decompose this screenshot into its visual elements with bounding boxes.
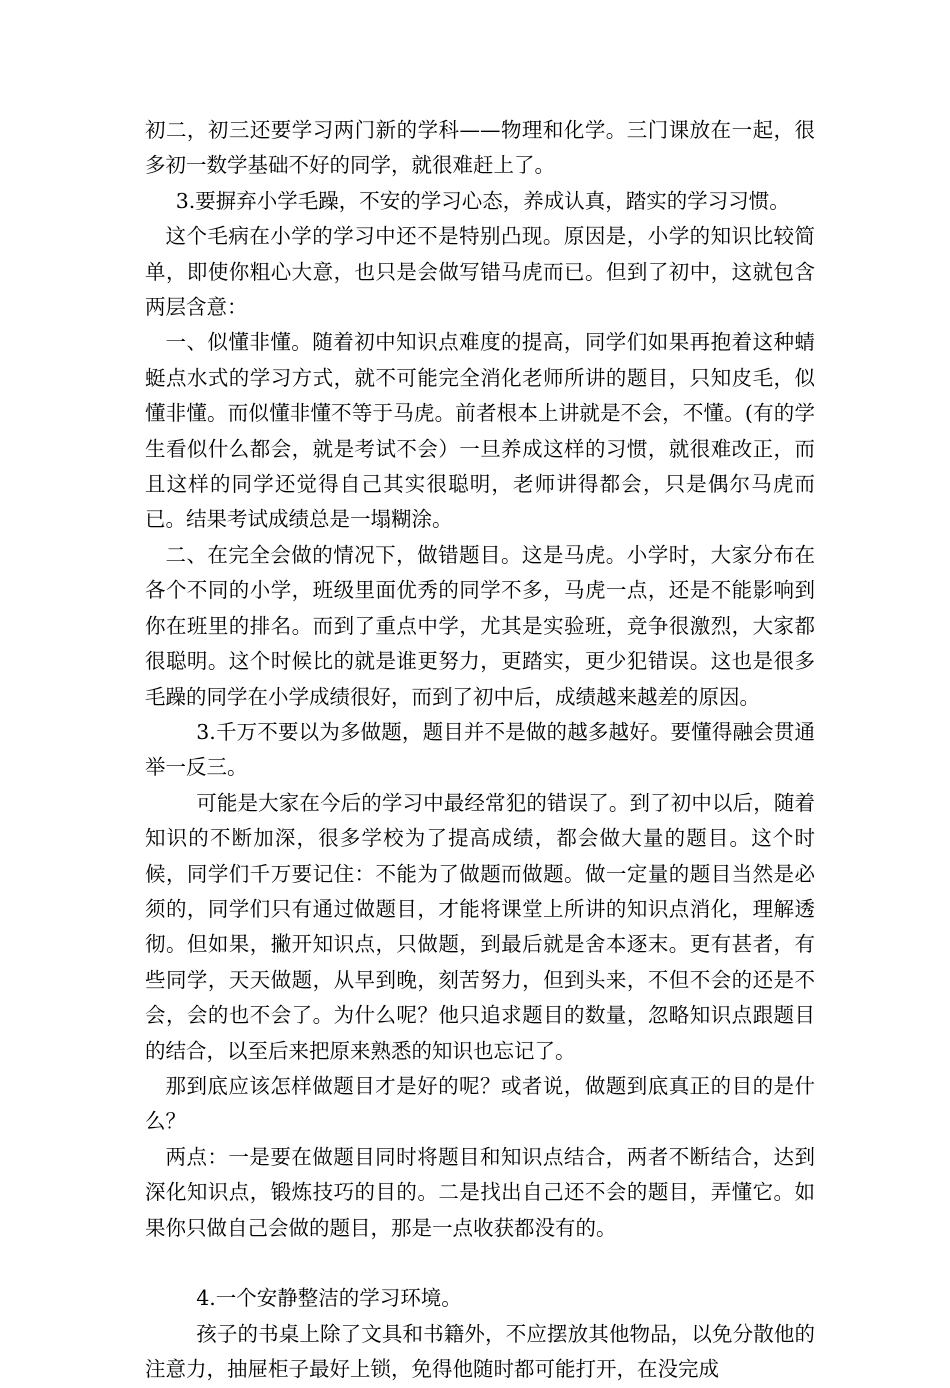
paragraph-exercise-mistakes: 可能是大家在今后的学习中最经常犯的错误了。到了初中以后，随着知识的不断加深，很多学校为了提高成绩，都会做大量的题目。这个时候，同学们千万要记住：不能为了做题而做题。做一定量的题目当然是必须的，同学们只有通过做题目，才能将课堂上所讲的知识点消化，理解透彻。但如果，撇开知识点，只做题，到最后就是舍本逐末。更有甚者，有些同学，天天做题，从早到晚，刻苦努力，但到头来，不但不会的还是不会，会的也不会了。为什么呢？他只追求题目的数量，忽略知识点跟题目的结合，以至后来把原来熟悉的知识也忘记了。 — [145, 790, 815, 1063]
paragraph-spacer — [145, 1246, 815, 1281]
paragraph-point-3-exercises: 3.千万不要以为多做题，题目并不是做的越多越好。要懂得融会贯通举一反三。 — [145, 719, 815, 780]
paragraph-continuation: 初二，初三还要学习两门新的学科——物理和化学。三门课放在一起，很多初一数学基础不好的同学，就很难赶上了。 — [145, 118, 815, 178]
paragraph-point-3-attitude: 3.要摒弃小学毛躁，不安的学习心态，养成认真，踏实的学习习惯。 — [175, 188, 790, 213]
document-body — [145, 113, 815, 1388]
paragraph-desk-tidy: 孩子的书桌上除了文具和书籍外，不应摆放其他物品，以免分散他的注意力，抽屉柜子最好上锁，免得他随时都可能打开，在没完成 — [145, 1321, 815, 1382]
paragraph-careless-mistakes: 二、在完全会做的情况下，做错题目。这是马虎。小学时，大家分布在各个不同的小学，班级里面优秀的同学不多，马虎一点，还是不能影响到你在班里的排名。而到了重点中学，尤其是实验班，竞争很激烈，大家都很聪明。这个时候比的就是谁更努力，更踏实，更少犯错误。这也是很多毛躁的同学在小学成绩很好，而到了初中后，成绩越来越差的原因。 — [145, 542, 815, 709]
paragraph-habit-intro: 这个毛病在小学的学习中还不是特别凸现。原因是，小学的知识比较简单，即使你粗心大意，也只是会做写错马虎而已。但到了初中，这就包含两层含意： — [145, 224, 815, 320]
paragraph-two-points: 两点：一是要在做题目同时将题目和知识点结合，两者不断结合，达到深化知识点，锻炼技巧的目的。二是找出自己还不会的题目，弄懂它。如果你只做自己会做的题目，那是一点收获都没有的。 — [145, 1144, 815, 1240]
paragraph-exercise-question: 那到底应该怎样做题目才是好的呢？或者说，做题到底真正的目的是什么？ — [145, 1073, 815, 1134]
paragraph-point-4-environment: 4.一个安静整洁的学习环境。 — [196, 1286, 462, 1311]
paragraph-half-understanding: 一、似懂非懂。随着初中知识点难度的提高，同学们如果再抱着这种蜻蜓点水式的学习方式，就不可能完全消化老师所讲的题目，只知皮毛，似懂非懂。而似懂非懂不等于马虎。前者根本上讲就是不会，不懂。(有的学生看似什么都会，就是考试不会）一旦养成这样的习惯，就很难改正，而且这样的同学还觉得自己其实很聪明，老师讲得都会，只是偶尔马虎而已。结果考试成绩总是一塌糊涂。 — [145, 330, 815, 532]
